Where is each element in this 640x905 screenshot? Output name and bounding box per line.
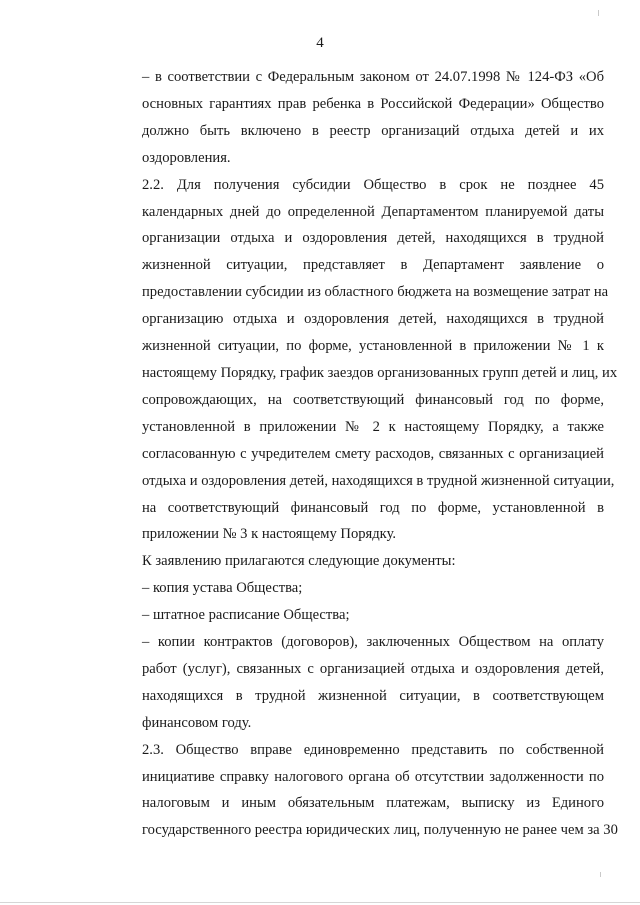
scan-mark [600,872,601,877]
paragraph [106,548,604,575]
paragraph [106,172,618,549]
text-line: – в соответствии с Федеральным законом от 24.07.1998 № 124-ФЗ «Об [142,69,604,85]
paragraph [106,64,604,172]
paragraph [106,629,604,737]
text-line: жизненной ситуации, по форме, установленной в приложении № 1 к [142,338,604,355]
text-line: жизненной ситуации, представляет в Департамент заявление о [142,257,604,274]
text-line: – штатное расписание Общества; [142,607,350,624]
text-line: организацию отдыха и оздоровления детей, находящихся в трудной [142,311,604,328]
paragraph [106,602,604,629]
text-line: – копии контрактов (договоров), заключенных Обществом на оплату [142,634,604,651]
text-line: на соответствующий финансовый год по форме, установленной в [142,499,604,516]
text-line: основных гарантиях прав ребенка в Российской Федерации» Общество [142,95,604,112]
text-line: – копия устава Общества; [142,580,303,597]
text-line: согласованную с учредителем смету расходов, связанных с организацией [142,445,604,462]
body-text [106,64,618,844]
text-line: организации отдыха и оздоровления детей, находящихся в трудной [142,230,604,247]
page-number: 4 [316,35,324,51]
text-line: должно быть включено в реестр организаций отдыха детей и их [142,122,604,139]
text-line: финансовом году. [142,714,252,731]
text-line: государственного реестра юридических лиц, полученную не ранее чем за 30 [142,822,618,839]
text-line: календарных дней до определенной Департаментом планируемой даты [142,203,604,220]
scan-mark [598,10,599,16]
text-line: инициативе справку налогового органа об отсутствии задолженности по [142,768,604,785]
text-line: находящихся в трудной жизненной ситуации, в соответствующем [142,687,604,704]
text-line: работ (услуг), связанных с организацией отдыха и оздоровления детей, [142,660,604,677]
page-bottom-edge [0,902,640,903]
text-line: установленной в приложении № 2 к настоящему Порядку, а также [142,418,604,435]
paragraph [106,737,618,845]
text-line: оздоровления. [142,149,231,166]
text-line: 2.2. Для получения субсидии Общество в срок не позднее 45 [142,176,604,193]
text-line: 2.3. Общество вправе единовременно представить по собственной [142,741,604,758]
paragraph [106,575,604,602]
text-line: сопровождающих, на соответствующий финансовый год по форме, [142,391,604,408]
text-line: предоставлении субсидии из областного бюджета на возмещение затрат на [142,284,609,301]
text-line: К заявлению прилагаются следующие документы: [142,553,456,570]
text-line: настоящему Порядку, график заездов организованных групп детей и лиц, их [142,364,618,381]
text-line: налоговым и иным обязательным платежам, выписку из Единого [142,795,604,812]
text-line: приложении № 3 к настоящему Порядку. [142,526,397,543]
text-line: отдыха и оздоровления детей, находящихся в трудной жизненной ситуации, [142,472,615,489]
